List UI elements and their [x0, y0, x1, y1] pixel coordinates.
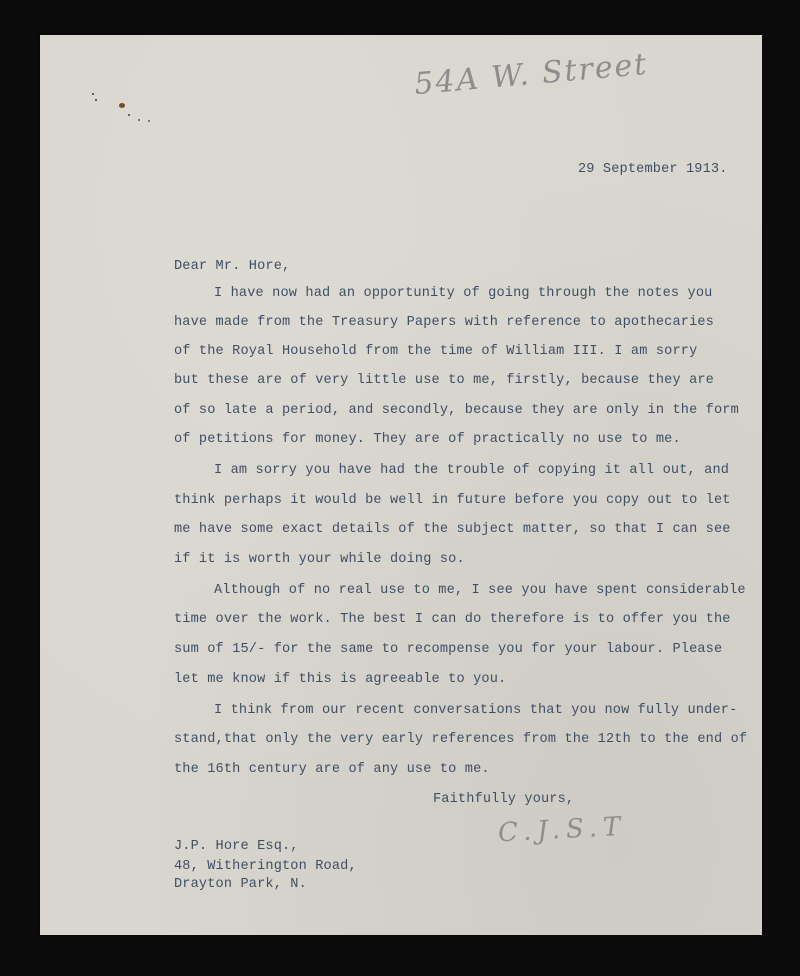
body-line: sum of 15/- for the same to recompense you for your labour. Please — [174, 642, 723, 657]
body-line: of the Royal Household from the time of William III. I am sorry — [174, 344, 698, 359]
ink-spot — [128, 114, 130, 116]
body-line: I have now had an opportunity of going through the notes you — [214, 286, 713, 301]
salutation: Dear Mr. Hore, — [174, 259, 291, 274]
body-line: I am sorry you have had the trouble of copying it all out, and — [214, 463, 730, 478]
ink-spot — [138, 119, 140, 121]
body-line: let me know if this is agreeable to you. — [174, 672, 507, 687]
body-line: of petitions for money. They are of practically no use to me. — [174, 432, 681, 447]
body-line: me have some exact details of the subject matter, so that I can see — [174, 522, 731, 537]
ink-spot — [92, 93, 94, 95]
body-line: if it is worth your while doing so. — [174, 552, 465, 567]
body-line: the 16th century are of any use to me. — [174, 762, 490, 777]
closing: Faithfully yours, — [433, 792, 575, 807]
body-line: stand,that only the very early references from the 12th to the end of — [174, 732, 748, 747]
body-line: but these are of very little use to me, firstly, because they are — [174, 373, 714, 388]
letter-page — [40, 35, 762, 935]
letter-date: 29 September 1913. — [578, 162, 728, 177]
ink-spot — [95, 99, 97, 101]
body-line: I think from our recent conversations that you now fully under- — [214, 703, 738, 718]
ink-spot — [148, 120, 150, 122]
handwritten-address-note: 54A W. Street — [412, 46, 650, 103]
ink-spot — [119, 103, 125, 108]
body-line: have made from the Treasury Papers with reference to apothecaries — [174, 315, 714, 330]
addressee-line: Drayton Park, N. — [174, 877, 307, 892]
addressee-line: J.P. Hore Esq., — [174, 839, 299, 854]
addressee-line: 48, Witherington Road, — [174, 859, 357, 874]
body-line: Although of no real use to me, I see you have spent considerable — [214, 583, 746, 598]
body-line: time over the work. The best I can do therefore is to offer you the — [174, 612, 731, 627]
body-line: think perhaps it would be well in future before you copy out to let — [174, 493, 731, 508]
signature: C.J.S.T — [497, 811, 628, 849]
body-line: of so late a period, and secondly, because they are only in the form — [174, 403, 739, 418]
